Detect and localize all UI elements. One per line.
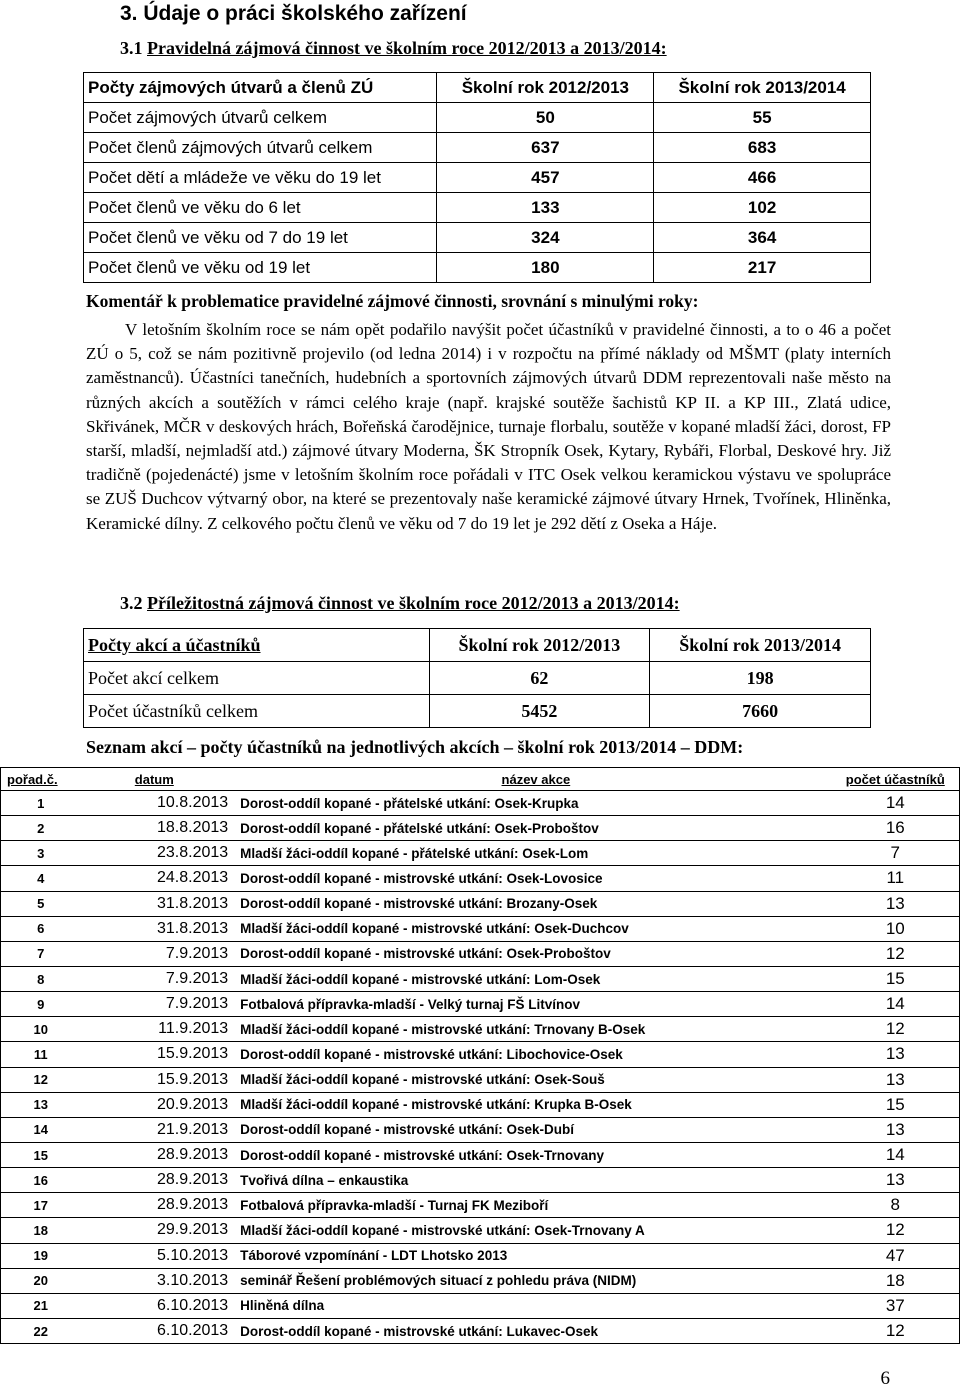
table-cell: 133 [437,193,654,223]
table-cell: Dorost-oddíl kopané - mistrovské utkání: Osek-Dubí [240,1117,831,1142]
comment-paragraph [86,318,891,536]
section-heading-3-2 [120,593,680,614]
table-cell: 3.10.2013 [80,1268,240,1293]
table-cell: Dorost-oddíl kopané - mistrovské utkání: Lukavec-Osek [240,1318,831,1343]
table-cell: 5452 [429,695,650,728]
table-row [1,1017,960,1042]
table-cell: 13 [832,1117,960,1142]
table-cell: 102 [654,193,871,223]
table-cell: 324 [437,223,654,253]
table-cell: 20 [1,1268,81,1293]
table-cell: 9 [1,992,81,1017]
events-summary-table [83,628,871,728]
chapter-heading: 3. Údaje o práci školského zařízení [120,2,467,25]
table-header-row [84,629,871,662]
events-list-heading: Seznam akcí – počty účastníků na jednotlivých akcích – školní rok 2013/2014 – DDM: [86,737,744,757]
table-cell: 62 [429,662,650,695]
table-cell: Mladší žáci-oddíl kopané - mistrovské utkání: Osek-Souš [240,1067,831,1092]
table-cell: Mladší žáci-oddíl kopané - mistrovské utkání: Lom-Osek [240,966,831,991]
table-cell: 12 [832,1318,960,1343]
table-cell: 180 [437,253,654,283]
table-header-cell: Počty akcí a účastníků [84,629,430,662]
table-cell: 15 [832,1092,960,1117]
table-header-cell: počet účastníků [832,768,960,791]
table-row [84,662,871,695]
table-cell: 6.10.2013 [80,1318,240,1343]
table-cell: 3 [1,841,81,866]
table-cell: Počet členů ve věku do 6 let [84,193,437,223]
table-cell: 13 [832,1042,960,1067]
table-cell: Počet členů zájmových útvarů celkem [84,133,437,163]
table-cell: 28.9.2013 [80,1168,240,1193]
table-row [1,1193,960,1218]
table-cell: 8 [832,1193,960,1218]
table-cell: 50 [437,103,654,133]
table-cell: 1 [1,791,81,816]
table-cell: 7.9.2013 [80,941,240,966]
table-cell: Počet zájmových útvarů celkem [84,103,437,133]
table-row [1,1318,960,1343]
table-cell: Dorost-oddíl kopané - mistrovské utkání: Brozany-Osek [240,891,831,916]
table-header-row [84,73,871,103]
table-cell: Mladší žáci-oddíl kopané - mistrovské utkání: Trnovany B-Osek [240,1017,831,1042]
table-cell: 457 [437,163,654,193]
table-cell: 19 [1,1243,81,1268]
table-cell: 16 [1,1168,81,1193]
table-cell: 18 [1,1218,81,1243]
table-cell: 20.9.2013 [80,1092,240,1117]
table-cell: 55 [654,103,871,133]
table-cell: Táborové vzpomínání - LDT Lhotsko 2013 [240,1243,831,1268]
table-cell: 217 [654,253,871,283]
table-cell: Dorost-oddíl kopané - mistrovské utkání: Libochovice-Osek [240,1042,831,1067]
table-cell: Počet dětí a mládeže ve věku do 19 let [84,163,437,193]
table-cell: 28.9.2013 [80,1193,240,1218]
table-row [84,133,871,163]
events-list-body [1,768,960,1344]
members-table [83,72,871,283]
page-number: 6 [880,1368,890,1389]
table-row [84,223,871,253]
comment-heading: Komentář k problematice pravidelné zájmové činnosti, srovnání s minulými roky: [86,291,699,311]
table-header-cell: Školní rok 2013/2014 [650,629,871,662]
table-cell: 14 [1,1117,81,1142]
table-cell: Dorost-oddíl kopané - mistrovské utkání: Osek-Proboštov [240,941,831,966]
table-cell: 15.9.2013 [80,1067,240,1092]
table-row [1,816,960,841]
section-title: Pravidelná zájmová činnost ve školním roce 2012/2013 a 2013/2014: [147,38,667,58]
table-row [1,1293,960,1318]
table-row [1,1268,960,1293]
table-header-cell: Školní rok 2012/2013 [429,629,650,662]
table-cell: 23.8.2013 [80,841,240,866]
table-row [1,966,960,991]
table-header-cell: Počty zájmových útvarů a členů ZÚ [84,73,437,103]
table-cell: seminář Řešení problémových situací z pohledu práva (NIDM) [240,1268,831,1293]
table-cell: 2 [1,816,81,841]
table-cell: Mladší žáci-oddíl kopané - přátelské utkání: Osek-Lom [240,841,831,866]
table-cell: 7 [1,941,81,966]
table-row [1,1092,960,1117]
table-row [84,103,871,133]
table-row [1,791,960,816]
table-row [1,916,960,941]
section-title: Příležitostná zájmová činnost ve školním roce 2012/2013 a 2013/2014: [147,593,680,613]
table-row [84,163,871,193]
table-row [1,1218,960,1243]
table-cell: 6.10.2013 [80,1293,240,1318]
table-cell: Dorost-oddíl kopané - přátelské utkání: Osek-Proboštov [240,816,831,841]
table-cell: 29.9.2013 [80,1218,240,1243]
table-cell: Počet členů ve věku od 7 do 19 let [84,223,437,253]
table-cell: 364 [654,223,871,253]
table-cell: 15 [832,966,960,991]
table-cell: 18 [832,1268,960,1293]
table-cell: 13 [832,1168,960,1193]
table-cell: 12 [832,1017,960,1042]
table-cell: Hliněná dílna [240,1293,831,1318]
table-cell: 10 [832,916,960,941]
table-header-cell: Školní rok 2012/2013 [437,73,654,103]
table-cell: 12 [832,941,960,966]
table-cell: 466 [654,163,871,193]
table-cell: 17 [1,1193,81,1218]
table-row [1,992,960,1017]
table-cell: Dorost-oddíl kopané - mistrovské utkání: Osek-Trnovany [240,1142,831,1167]
table-cell: 47 [832,1243,960,1268]
table-cell: Dorost-oddíl kopané - přátelské utkání: Osek-Krupka [240,791,831,816]
table-cell: 10.8.2013 [80,791,240,816]
table-cell: 31.8.2013 [80,891,240,916]
table-header-cell: pořad.č. [1,768,81,791]
table-cell: 13 [832,891,960,916]
table-cell: 12 [832,1218,960,1243]
table-cell: 7.9.2013 [80,966,240,991]
table-cell: 24.8.2013 [80,866,240,891]
table-cell: 12 [1,1067,81,1092]
table-row [84,193,871,223]
table-cell: Fotbalová přípravka-mladší - Velký turnaj FŠ Litvínov [240,992,831,1017]
table-cell: 11 [832,866,960,891]
table-row [1,1042,960,1067]
table-row [1,1243,960,1268]
table-cell: 22 [1,1318,81,1343]
table-cell: 15.9.2013 [80,1042,240,1067]
table-row [84,695,871,728]
table-header-cell: název akce [240,768,831,791]
table-header-cell: Školní rok 2013/2014 [654,73,871,103]
table-cell: 8 [1,966,81,991]
table-cell: 7 [832,841,960,866]
table-row [1,841,960,866]
section-number: 3.1 [120,38,143,58]
table-header-row [1,768,960,791]
section-number: 3.2 [120,593,143,613]
table-row [1,891,960,916]
table-header-cell: datum [80,768,240,791]
table-cell: Počet akcí celkem [84,662,430,695]
table-cell: 13 [832,1067,960,1092]
table-cell: 11.9.2013 [80,1017,240,1042]
table-row [1,866,960,891]
table-cell: 7.9.2013 [80,992,240,1017]
table-cell: 14 [832,992,960,1017]
table-cell: 11 [1,1042,81,1067]
table-cell: 18.8.2013 [80,816,240,841]
table-row [1,1067,960,1092]
table-cell: 5.10.2013 [80,1243,240,1268]
table-cell: 15 [1,1142,81,1167]
table-cell: Tvořivá dílna – enkaustika [240,1168,831,1193]
table-cell: 14 [832,1142,960,1167]
table-cell: Mladší žáci-oddíl kopané - mistrovské utkání: Krupka B-Osek [240,1092,831,1117]
table-row [1,941,960,966]
table-cell: 31.8.2013 [80,916,240,941]
table-cell: 683 [654,133,871,163]
table-cell: Dorost-oddíl kopané - mistrovské utkání: Osek-Lovosice [240,866,831,891]
table-cell: 37 [832,1293,960,1318]
comment-text: V letošním školním roce se nám opět podařilo navýšit počet účastníků v pravidelné činnosti, a to o 46 a počet ZÚ o 5, což se nám pozitivně projevilo (od ledna 2014) i v rozpočtu na přímé náklady od MŠMT (platy interních zaměstnanců). Účastníci tanečních, hudebních a sportovních zájmových útvarů DDM reprezentovali naše město na různých akcích a soutěžích v rámci celého kraje (např. krajské soutěže šachistů KP II. a KP III., Zlatá udice, Skřivánek, MČR v deskových hrách, Bořeňská čarodějnice, turnaje florbalu, soutěže v kopané mladší žáci, dorost, FP starší, mladší, nejmladší atd.) zájmové útvary Moderna, ŠK Stropník Osek, Kytary, Rybáři, Florbal, Deskové hry. Již tradičně (pojedenácté) jsme v letošním školním roce pořádali v ITC Osek velkou keramickou výstavu ve spolupráce se ZUŠ Duchcov výtvarný obor, na které se prezentovaly naše keramické zájmové útvary Hrnek, Tvořínek, Hliněnka, Keramické dílny. Z celkového počtu členů ve věku od 7 do 19 let je 292 dětí z Oseka a Háje. [86,320,891,533]
table-cell: 21 [1,1293,81,1318]
events-list-table [0,767,960,1344]
table-cell: 14 [832,791,960,816]
section-heading-3-1 [120,38,667,59]
table-cell: Počet členů ve věku od 19 let [84,253,437,283]
table-row [84,253,871,283]
table-cell: Mladší žáci-oddíl kopané - mistrovské utkání: Osek-Duchcov [240,916,831,941]
table-cell: 16 [832,816,960,841]
table-cell: Fotbalová přípravka-mladší - Turnaj FK Meziboří [240,1193,831,1218]
table-cell: 6 [1,916,81,941]
table-cell: 198 [650,662,871,695]
table-cell: 5 [1,891,81,916]
table-cell: 637 [437,133,654,163]
table-cell: 10 [1,1017,81,1042]
table-row [1,1142,960,1167]
table-cell: 21.9.2013 [80,1117,240,1142]
table-cell: 7660 [650,695,871,728]
table-cell: Mladší žáci-oddíl kopané - mistrovské utkání: Osek-Trnovany A [240,1218,831,1243]
table-cell: 4 [1,866,81,891]
table-cell: 13 [1,1092,81,1117]
table-row [1,1168,960,1193]
table-cell: Počet účastníků celkem [84,695,430,728]
table-cell: 28.9.2013 [80,1142,240,1167]
table-row [1,1117,960,1142]
